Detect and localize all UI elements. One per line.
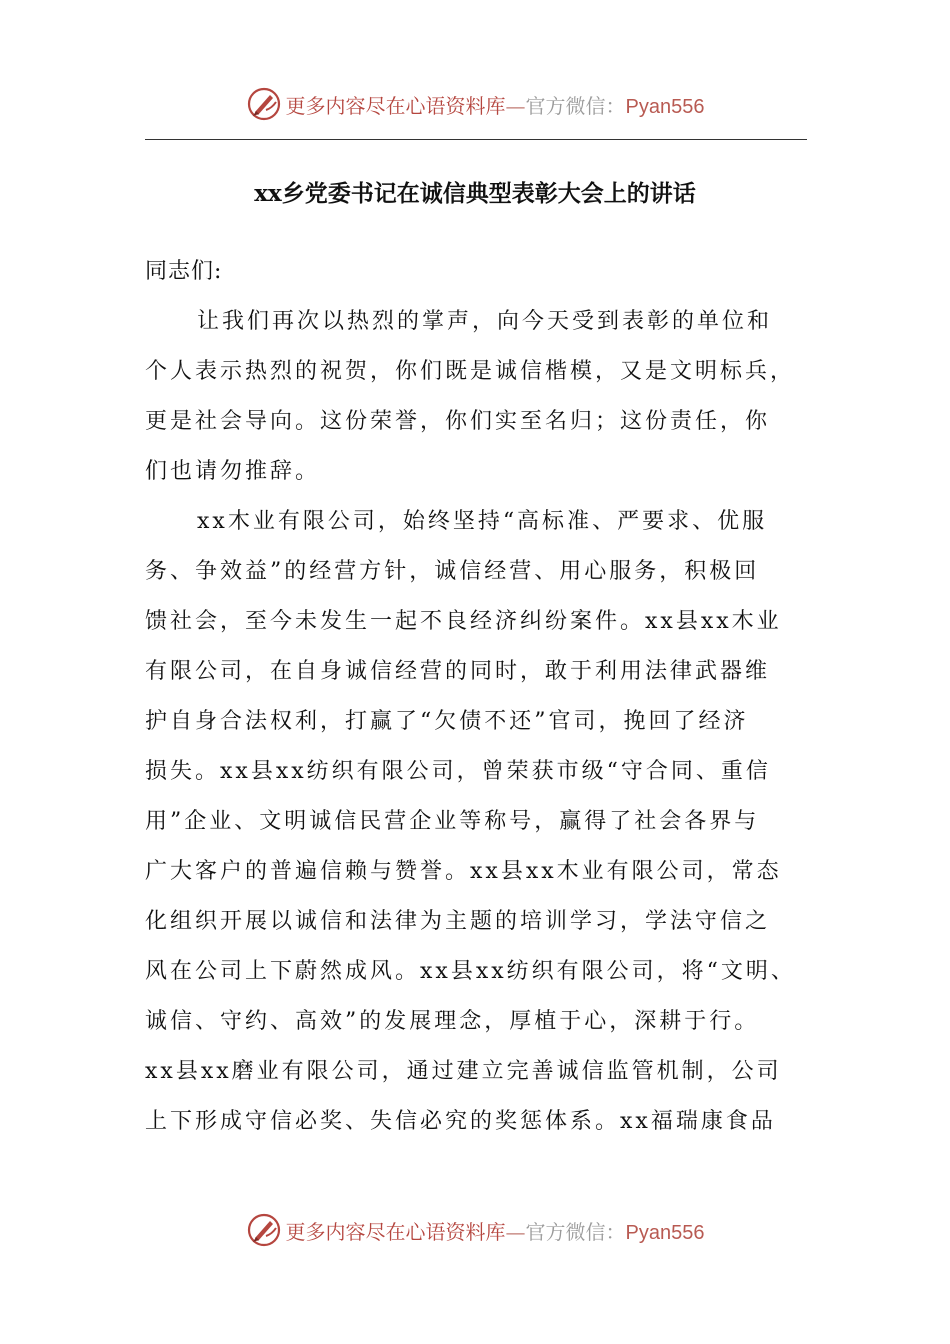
body-line: 风在公司上下蔚然成风。xx县xx纺织有限公司，将“文明、: [145, 959, 796, 984]
watermark-text: [286, 90, 705, 119]
footer-watermark: [0, 1210, 950, 1250]
body-line: 让我们再次以热烈的掌声，向今天受到表彰的单位和: [197, 309, 773, 334]
body-line: 上下形成守信必奖、失信必究的奖惩体系。xx福瑞康食品: [145, 1109, 776, 1134]
header-divider: [145, 139, 807, 140]
body-line: 有限公司，在自身诚信经营的同时，敢于利用法律武器维: [145, 659, 771, 684]
watermark-label: 官方微信：: [525, 1219, 626, 1244]
body-line: xx县xx磨业有限公司，通过建立完善诚信监管机制，公司: [145, 1059, 782, 1084]
body-line: 个人表示热烈的祝贺，你们既是诚信楷模，又是文明标兵，: [145, 359, 796, 384]
body-line: 损失。xx县xx纺织有限公司，曾荣获市级“守合同、重信: [145, 759, 771, 784]
salutation: 同志们:: [145, 259, 223, 284]
watermark-main: 更多内容尽在心语资料库: [285, 1219, 506, 1244]
body-line: 用”企业、文明诚信民营企业等称号，赢得了社会各界与: [145, 809, 760, 834]
body-line: xx木业有限公司，始终坚持“高标准、严要求、优服: [197, 509, 768, 534]
watermark-main: 更多内容尽在心语资料库: [285, 93, 506, 118]
pen-logo-icon: [246, 86, 282, 122]
header-watermark: [0, 84, 950, 124]
watermark-label: 官方微信：: [525, 93, 626, 118]
body-line: 诚信、守约、高效”的发展理念，厚植于心，深耕于行。: [145, 1009, 760, 1034]
body-line: 务、争效益”的经营方针，诚信经营、用心服务，积极回: [145, 559, 760, 584]
watermark-separator: —: [505, 93, 526, 118]
body-line: 馈社会，至今未发生一起不良经济纠纷案件。xx县xx木业: [145, 609, 782, 634]
pen-logo-icon: [246, 1212, 282, 1248]
watermark-text: [286, 1216, 705, 1245]
watermark-account: Pyan556: [625, 1221, 705, 1244]
body-line: 化组织开展以诚信和法律为主题的培训学习，学法守信之: [145, 909, 771, 934]
body-line: 更是社会导向。这份荣誉，你们实至名归；这份责任，你: [145, 409, 771, 434]
document-body: [145, 304, 815, 1154]
body-line: 们也请勿推辞。: [145, 459, 321, 484]
body-line: 广大客户的普遍信赖与赞誉。xx县xx木业有限公司，常态: [145, 859, 782, 884]
watermark-separator: —: [505, 1219, 526, 1244]
document-title: xx乡党委书记在诚信典型表彰大会上的讲话: [254, 180, 696, 207]
watermark-account: Pyan556: [625, 95, 705, 118]
body-line: 护自身合法权利，打赢了“欠债不还”官司，挽回了经济: [145, 709, 749, 734]
